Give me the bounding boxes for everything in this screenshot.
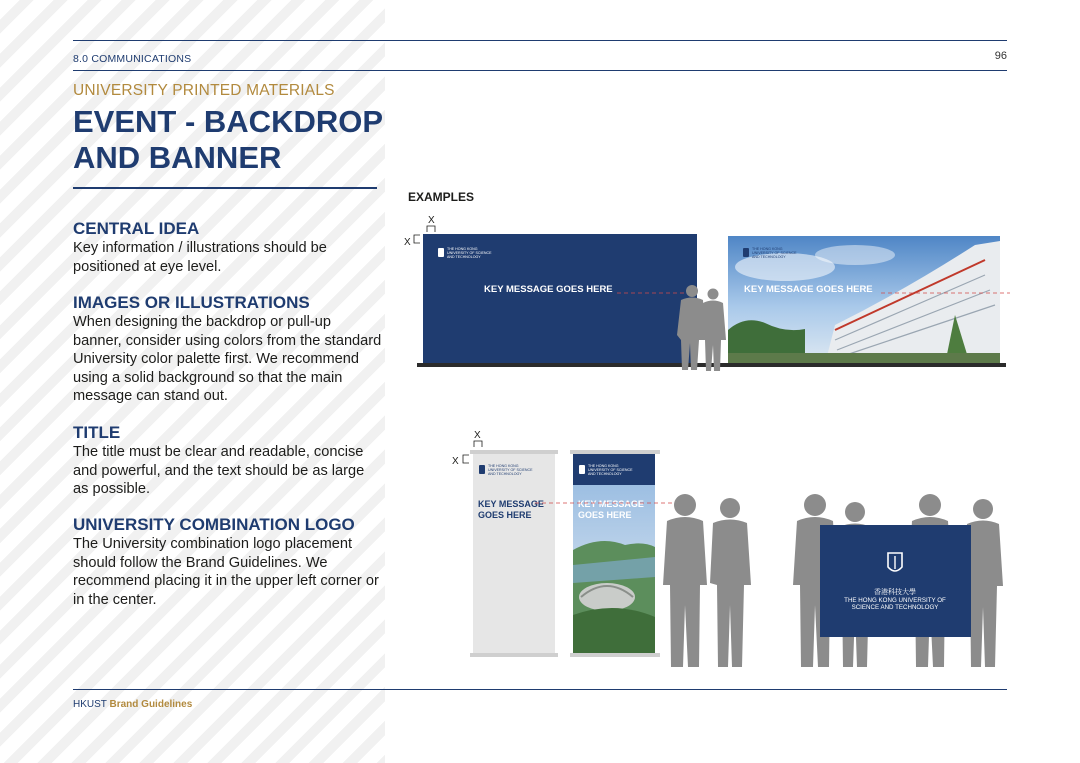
- section-body: When designing the backdrop or pull-up banner, consider using colors from the standard University color palette first. We recommend using a solid background so that the main message can stand out.: [73, 314, 382, 404]
- page-title: [73, 104, 403, 176]
- logo-text: UNIVERSITY OF SCIENCE: [447, 251, 492, 255]
- examples-label: EXAMPLES: [408, 190, 475, 204]
- university-logo-icon: [438, 248, 444, 257]
- key-message: KEY MESSAGE GOES HERE: [744, 284, 873, 295]
- logo-text: UNIVERSITY OF SCIENCE: [752, 251, 797, 255]
- section-label: 8.0 COMMUNICATIONS: [73, 53, 192, 65]
- logo-text: AND TECHNOLOGY: [588, 472, 622, 476]
- section-heading: UNIVERSITY COMBINATION LOGO: [73, 515, 355, 534]
- logo-text: UNIVERSITY OF SCIENCE: [488, 468, 533, 472]
- university-logo-icon: [743, 248, 749, 257]
- logo-chinese-name: 香港科技大學: [874, 589, 916, 596]
- footer-rule: [73, 689, 1007, 690]
- measure-label: X: [474, 430, 481, 441]
- pullup-banner-grey: [470, 450, 558, 657]
- section-title: [73, 423, 383, 499]
- page-title-line-1: EVENT - BACKDROP: [73, 104, 384, 139]
- logo-text: AND TECHNOLOGY: [488, 472, 522, 476]
- footer-label: Brand Guidelines: [109, 699, 193, 710]
- measure-label: X: [452, 456, 459, 467]
- logo-text: THE HONG KONG: [447, 247, 478, 251]
- logo-text: AND TECHNOLOGY: [752, 255, 786, 259]
- section-heading: CENTRAL IDEA: [73, 219, 200, 238]
- measure-label: X: [404, 237, 411, 248]
- backdrop-solid: [423, 234, 697, 364]
- university-logo-icon: [579, 465, 585, 474]
- backdrop-photo: [728, 236, 1000, 364]
- university-logo-icon: [479, 465, 485, 474]
- page-title-line-2: AND BANNER: [73, 140, 282, 175]
- section-body: The University combination logo placement should follow the Brand Guidelines. We recommend placing it in the upper left corner or in the center.: [73, 536, 379, 608]
- footer: [73, 699, 192, 710]
- logo-text: THE HONG KONG: [588, 464, 619, 468]
- key-message: GOES HERE: [578, 510, 632, 520]
- section-combination-logo: [73, 515, 383, 609]
- logo-text: UNIVERSITY OF SCIENCE: [588, 468, 633, 472]
- section-heading: TITLE: [73, 423, 121, 442]
- page-kicker: UNIVERSITY PRINTED MATERIALS: [73, 82, 335, 99]
- logo-text: AND TECHNOLOGY: [447, 255, 481, 259]
- key-message: KEY MESSAGE: [578, 499, 644, 509]
- section-body: Key information / illustrations should be positioned at eye level.: [73, 240, 327, 275]
- logo-english-name: SCIENCE AND TECHNOLOGY: [851, 604, 939, 611]
- logo-text: THE HONG KONG: [488, 464, 519, 468]
- measure-label: X: [428, 215, 435, 226]
- header-bottom-rule: [73, 70, 1007, 71]
- title-rule: [73, 187, 377, 189]
- footer-brand: HKUST: [73, 699, 107, 710]
- section-heading: IMAGES OR ILLUSTRATIONS: [73, 293, 310, 312]
- examples-illustration: [385, 205, 1025, 680]
- held-banner: [820, 525, 971, 637]
- header-top-rule: [73, 40, 1007, 41]
- section-images-illustrations: [73, 293, 383, 406]
- section-body: The title must be clear and readable, concise and powerful, and the text should be as large as possible.: [73, 444, 365, 497]
- logo-english-name: THE HONG KONG UNIVERSITY OF: [844, 597, 946, 604]
- key-message: KEY MESSAGE: [478, 499, 544, 509]
- logo-text: THE HONG KONG: [752, 247, 783, 251]
- pullup-banner-photo: [570, 450, 660, 657]
- key-message: KEY MESSAGE GOES HERE: [484, 284, 613, 295]
- page-number: 96: [994, 50, 1007, 62]
- section-central-idea: [73, 219, 383, 276]
- key-message: GOES HERE: [478, 510, 532, 520]
